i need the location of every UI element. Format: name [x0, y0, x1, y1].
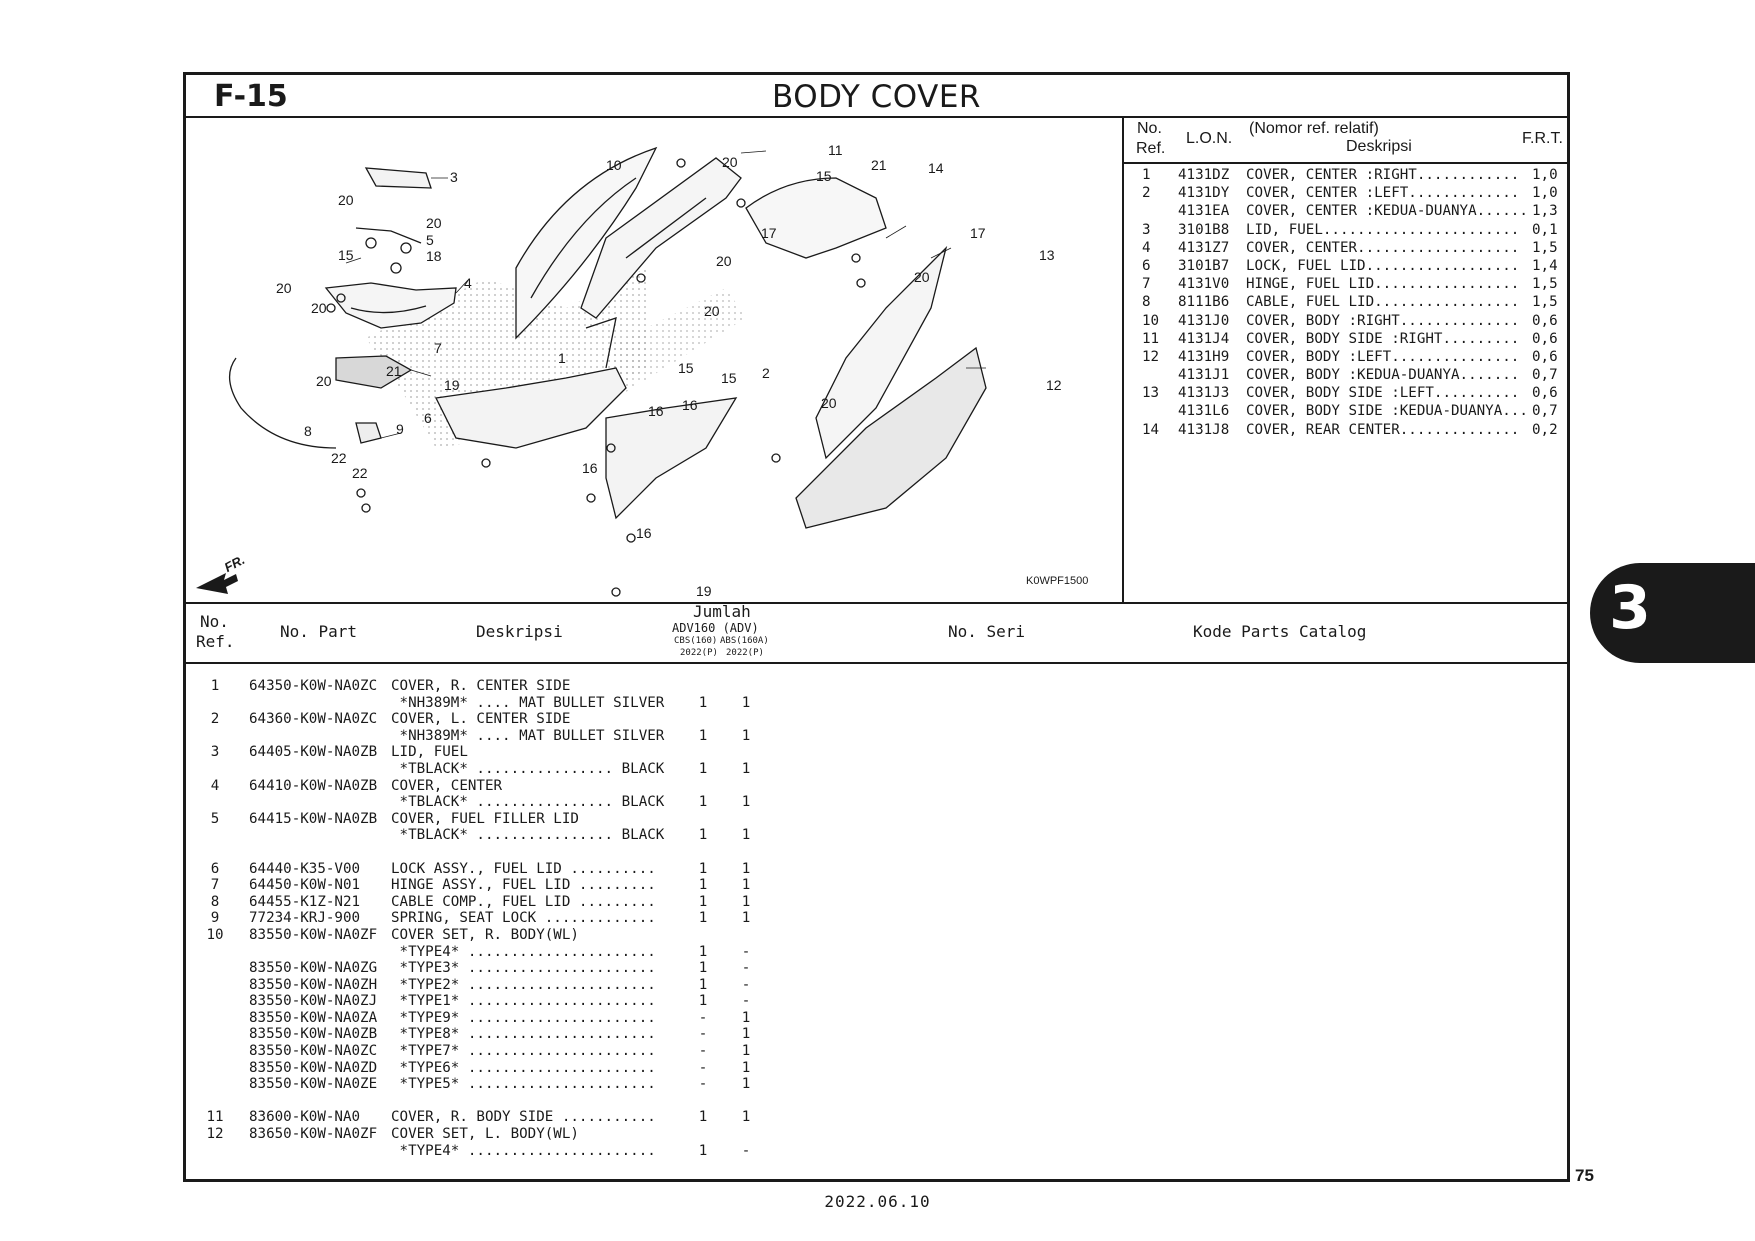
- frt-description: COVER, BODY :KEDUA-DUANYA.......: [1246, 367, 1520, 384]
- qty-abs: -: [741, 960, 751, 977]
- frt-row: [1124, 185, 1570, 203]
- qty-abs: 1: [741, 694, 751, 711]
- qty-abs: 1: [741, 877, 751, 894]
- lon-code: 3101B8: [1178, 221, 1230, 238]
- ref-no: 12: [1142, 348, 1160, 365]
- frt-value: 0,2: [1532, 421, 1558, 438]
- part-description: *TYPE1* ......................: [391, 993, 656, 1010]
- callout-label: 3: [450, 169, 458, 185]
- part-number: 83550-K0W-NA0ZF: [249, 926, 378, 943]
- part-description: COVER, R. BODY SIDE ...........: [391, 1109, 656, 1126]
- callout-label: 17: [970, 225, 986, 241]
- frt-row: [1124, 403, 1570, 421]
- callout-label: 20: [914, 269, 930, 285]
- callout-label: 20: [338, 192, 354, 208]
- ref-no: 12: [206, 1126, 224, 1143]
- part-description: SPRING, SEAT LOCK .............: [391, 910, 656, 927]
- frt-row: [1124, 331, 1570, 349]
- part-number: 64440-K35-V00: [249, 860, 361, 877]
- callout-label: 1: [558, 350, 566, 366]
- col-desc-sub-label: (Nomor ref. relatif): [1249, 120, 1379, 137]
- part-number: 83650-K0W-NA0ZF: [249, 1126, 378, 1143]
- col-qty-year-cbs: 2022(P): [680, 648, 718, 658]
- part-number: 83550-K0W-NA0ZE: [249, 1076, 378, 1093]
- frt-description: HINGE, FUEL LID.................: [1246, 276, 1520, 293]
- ref-no: 2: [1142, 185, 1151, 202]
- frt-row: [1124, 276, 1570, 294]
- lon-code: 4131V0: [1178, 276, 1230, 293]
- front-arrow-icon: [196, 573, 238, 594]
- part-number: 83600-K0W-NA0: [249, 1109, 361, 1126]
- lon-code: 4131J0: [1178, 312, 1230, 329]
- callout-label: 13: [1039, 247, 1055, 263]
- qty-abs: 1: [741, 727, 751, 744]
- callout-label: 19: [696, 583, 712, 599]
- callout-label: 15: [816, 168, 832, 184]
- qty-abs: -: [741, 943, 751, 960]
- callout-label: 17: [761, 225, 777, 241]
- qty-cbs: 1: [698, 727, 708, 744]
- frt-value: 1,5: [1532, 239, 1558, 256]
- exploded-diagram: [186, 118, 1124, 602]
- callout-label: 18: [426, 248, 442, 264]
- ref-no: 4: [1142, 239, 1151, 256]
- frt-description: LOCK, FUEL LID..................: [1246, 257, 1520, 274]
- col-no-label: No.: [200, 612, 229, 631]
- qty-abs: -: [741, 976, 751, 993]
- footer-date: 2022.06.10: [824, 1192, 931, 1211]
- ref-no: 6: [1142, 257, 1151, 274]
- qty-cbs: 1: [698, 827, 708, 844]
- ref-no: 6: [210, 860, 220, 877]
- part-description: *TBLACK* ................ BLACK: [391, 760, 665, 777]
- callout-label: 20: [426, 215, 442, 231]
- part-number: 64450-K0W-N01: [249, 877, 361, 894]
- parts-row: [186, 744, 1567, 761]
- ref-no: 2: [210, 711, 220, 728]
- part-description: HINGE ASSY., FUEL LID .........: [391, 877, 656, 894]
- callout-label: 15: [338, 247, 354, 263]
- parts-row: [186, 844, 1567, 861]
- ref-no: 3: [1142, 221, 1151, 238]
- col-qty-year-abs: 2022(P): [726, 648, 764, 658]
- frt-description: COVER, REAR CENTER..............: [1246, 421, 1520, 438]
- page-number: 75: [1575, 1166, 1594, 1185]
- qty-abs: 1: [741, 1076, 751, 1093]
- part-description: COVER, CENTER: [391, 777, 503, 794]
- frt-value: 1,0: [1532, 185, 1558, 202]
- lon-code: 3101B7: [1178, 257, 1230, 274]
- part-description: *NH389M* .... MAT BULLET SILVER: [391, 727, 665, 744]
- part-description: *NH389M* .... MAT BULLET SILVER: [391, 694, 665, 711]
- frt-description: COVER, CENTER :RIGHT............: [1246, 167, 1520, 183]
- lon-code: 4131L6: [1178, 403, 1230, 420]
- frt-value: 1,5: [1532, 276, 1558, 293]
- frt-rows: [1124, 167, 1570, 440]
- callout-label: 20: [722, 154, 738, 170]
- section-code: F-15: [214, 79, 288, 114]
- frt-row: [1124, 258, 1570, 276]
- parts-row: [186, 1010, 1567, 1027]
- ref-no: 14: [1142, 421, 1160, 438]
- frt-description: COVER, BODY :LEFT...............: [1246, 348, 1520, 365]
- col-qty-abs: ABS(160A): [720, 636, 769, 646]
- frt-row: [1124, 422, 1570, 440]
- parts-row: [186, 711, 1567, 728]
- lon-code: 4131J4: [1178, 330, 1230, 347]
- front-direction-label: FR.: [221, 551, 248, 576]
- callout-label: 4: [464, 275, 472, 291]
- part-description: CABLE COMP., FUEL LID .........: [391, 893, 656, 910]
- parts-row: [186, 1126, 1567, 1143]
- frt-description: COVER, CENTER :LEFT.............: [1246, 185, 1520, 202]
- ref-no: 3: [210, 744, 220, 761]
- parts-row: [186, 877, 1567, 894]
- qty-abs: 1: [741, 1109, 751, 1126]
- lon-code: 4131DY: [1178, 185, 1230, 202]
- parts-row: [186, 1143, 1567, 1160]
- part-description: COVER SET, R. BODY(WL): [391, 926, 579, 943]
- col-ref-label: Ref.: [196, 632, 235, 651]
- parts-table-header: [186, 602, 1567, 664]
- part-description: *TYPE8* ......................: [391, 1026, 656, 1043]
- col-desc-label: Deskripsi: [476, 622, 563, 641]
- part-description: *TBLACK* ................ BLACK: [391, 827, 665, 844]
- qty-cbs: 1: [698, 893, 708, 910]
- part-description: COVER, FUEL FILLER LID: [391, 810, 579, 827]
- frt-row: [1124, 240, 1570, 258]
- callout-label: 16: [682, 397, 698, 413]
- frt-table-header: [1124, 118, 1570, 164]
- parts-row: [186, 944, 1567, 961]
- frt-value: 0,6: [1532, 385, 1558, 402]
- qty-cbs: 1: [698, 694, 708, 711]
- part-description: COVER, R. CENTER SIDE: [391, 678, 571, 694]
- qty-abs: -: [741, 993, 751, 1010]
- qty-abs: 1: [741, 893, 751, 910]
- qty-cbs: -: [698, 1059, 708, 1076]
- ref-no: 11: [206, 1109, 224, 1126]
- parts-row: [186, 977, 1567, 994]
- qty-cbs: -: [698, 1076, 708, 1093]
- parts-row: [186, 910, 1567, 927]
- parts-row: [186, 728, 1567, 745]
- col-lon-label: L.O.N.: [1186, 130, 1233, 147]
- lon-code: 4131J3: [1178, 385, 1230, 402]
- part-description: *TBLACK* ................ BLACK: [391, 794, 665, 811]
- callout-label: 20: [716, 253, 732, 269]
- frt-value: 0,6: [1532, 348, 1558, 365]
- frt-description: LID, FUEL.......................: [1246, 221, 1520, 238]
- frt-value: 1,3: [1532, 203, 1558, 220]
- parts-row: [186, 811, 1567, 828]
- callout-label: 21: [386, 363, 402, 379]
- part-description: LOCK ASSY., FUEL LID ..........: [391, 860, 656, 877]
- parts-row: [186, 1076, 1567, 1093]
- parts-row: [186, 1060, 1567, 1077]
- part-number: 83550-K0W-NA0ZC: [249, 1043, 378, 1060]
- qty-cbs: -: [698, 1026, 708, 1043]
- ref-no: 8: [210, 893, 220, 910]
- diagram-drawing: [186, 118, 1122, 602]
- qty-cbs: 1: [698, 1109, 708, 1126]
- frt-value: 1,4: [1532, 257, 1558, 274]
- section-tab-number: 3: [1609, 573, 1651, 643]
- qty-cbs: 1: [698, 794, 708, 811]
- part-description: *TYPE3* ......................: [391, 960, 656, 977]
- frt-row: [1124, 367, 1570, 385]
- callout-label: 20: [311, 300, 327, 316]
- page-title: BODY COVER: [772, 79, 981, 115]
- callout-label: 5: [426, 232, 434, 248]
- qty-cbs: 1: [698, 943, 708, 960]
- parts-row: [186, 861, 1567, 878]
- ref-no: 9: [210, 910, 220, 927]
- col-desc-label: Deskripsi: [1346, 138, 1412, 155]
- col-no-label: No.: [1137, 120, 1162, 137]
- lon-code: 4131H9: [1178, 348, 1230, 365]
- col-qty-cbs: CBS(160): [674, 636, 718, 646]
- callout-label: 20: [316, 373, 332, 389]
- callout-label: 19: [444, 377, 460, 393]
- part-number: 83550-K0W-NA0ZJ: [249, 993, 378, 1010]
- ref-no: 7: [210, 877, 220, 894]
- part-description: COVER SET, L. BODY(WL): [391, 1126, 579, 1143]
- qty-abs: 1: [741, 860, 751, 877]
- frt-description: COVER, BODY SIDE :KEDUA-DUANYA...: [1246, 403, 1528, 420]
- callout-label: 10: [606, 157, 622, 173]
- callout-label: 16: [636, 525, 652, 541]
- qty-cbs: -: [698, 1043, 708, 1060]
- frt-row: [1124, 349, 1570, 367]
- callout-label: 20: [704, 303, 720, 319]
- qty-cbs: 1: [698, 1142, 708, 1159]
- col-serial-label: No. Seri: [948, 622, 1026, 641]
- col-qty-model: ADV160 (ADV): [672, 621, 759, 635]
- callout-label: 16: [582, 460, 598, 476]
- ref-no: 13: [1142, 385, 1160, 402]
- frt-description: CABLE, FUEL LID.................: [1246, 294, 1520, 311]
- ref-no: 1: [210, 678, 220, 694]
- parts-row: [186, 993, 1567, 1010]
- parts-row: [186, 678, 1567, 695]
- callout-label: 6: [424, 410, 432, 426]
- frt-value: 0,6: [1532, 330, 1558, 347]
- parts-row: [186, 960, 1567, 977]
- part-description: *TYPE9* ......................: [391, 1009, 656, 1026]
- callout-label: 2: [762, 365, 770, 381]
- part-number: 83550-K0W-NA0ZD: [249, 1059, 378, 1076]
- parts-row: [186, 894, 1567, 911]
- lon-code: 4131Z7: [1178, 239, 1230, 256]
- part-description: *TYPE2* ......................: [391, 976, 656, 993]
- callout-label: 11: [828, 142, 843, 158]
- frt-row: [1124, 385, 1570, 403]
- callout-label: 22: [331, 450, 347, 466]
- lon-code: 4131EA: [1178, 203, 1230, 220]
- callout-label: 15: [678, 360, 694, 376]
- frt-description: COVER, CENTER...................: [1246, 239, 1520, 256]
- qty-abs: 1: [741, 910, 751, 927]
- frt-description: COVER, BODY SIDE :LEFT..........: [1246, 385, 1520, 402]
- ref-no: 10: [1142, 312, 1160, 329]
- frt-description: COVER, BODY SIDE :RIGHT.........: [1246, 330, 1520, 347]
- part-number: 83550-K0W-NA0ZG: [249, 960, 378, 977]
- parts-rows: [186, 678, 1567, 1159]
- part-description: *TYPE4* ......................: [391, 1142, 656, 1159]
- ref-no: 4: [210, 777, 220, 794]
- part-number: 64415-K0W-NA0ZB: [249, 810, 378, 827]
- part-number: 64410-K0W-NA0ZB: [249, 777, 378, 794]
- catalog-page-frame: [183, 72, 1570, 1182]
- col-ref-label: Ref.: [1136, 140, 1166, 157]
- col-catalog-label: Kode Parts Catalog: [1193, 622, 1367, 641]
- part-number: 64455-K1Z-N21: [249, 893, 361, 910]
- lon-code: 8111B6: [1178, 294, 1230, 311]
- parts-row: [186, 1093, 1567, 1110]
- ref-no: 5: [210, 810, 220, 827]
- callout-label: 9: [396, 421, 404, 437]
- qty-cbs: 1: [698, 760, 708, 777]
- qty-abs: 1: [741, 760, 751, 777]
- lon-code: 4131J8: [1178, 421, 1230, 438]
- parts-row: [186, 1109, 1567, 1126]
- part-description: LID, FUEL: [391, 744, 468, 761]
- parts-row: [186, 778, 1567, 795]
- callout-label: 15: [721, 370, 737, 386]
- ref-no: 1: [1142, 167, 1151, 183]
- ref-no: 10: [206, 926, 224, 943]
- callout-label: 21: [871, 157, 887, 173]
- parts-row: [186, 695, 1567, 712]
- qty-abs: 1: [741, 1043, 751, 1060]
- title-bar: [186, 75, 1567, 118]
- frt-value: 0,1: [1532, 221, 1558, 238]
- parts-row: [186, 1026, 1567, 1043]
- frt-description: COVER, BODY :RIGHT..............: [1246, 312, 1520, 329]
- qty-cbs: 1: [698, 993, 708, 1010]
- part-description: *TYPE7* ......................: [391, 1043, 656, 1060]
- frt-reference-panel: [1124, 118, 1570, 602]
- qty-abs: 1: [741, 827, 751, 844]
- qty-abs: 1: [741, 1026, 751, 1043]
- lon-code: 4131DZ: [1178, 167, 1230, 183]
- diagram-code: K0WPF1500: [1026, 575, 1089, 587]
- qty-cbs: 1: [698, 910, 708, 927]
- part-number: 83550-K0W-NA0ZB: [249, 1026, 378, 1043]
- col-qty-label: Jumlah: [693, 602, 751, 621]
- callout-label: 12: [1046, 377, 1062, 393]
- qty-cbs: 1: [698, 860, 708, 877]
- frt-description: COVER, CENTER :KEDUA-DUANYA......: [1246, 203, 1528, 220]
- callout-label: 7: [434, 340, 442, 356]
- qty-cbs: 1: [698, 877, 708, 894]
- frt-row: [1124, 222, 1570, 240]
- ref-no: 11: [1142, 330, 1160, 347]
- parts-row: [186, 794, 1567, 811]
- callout-label: 16: [648, 403, 664, 419]
- ref-no: 7: [1142, 276, 1151, 293]
- parts-row: [186, 761, 1567, 778]
- frt-row: [1124, 294, 1570, 312]
- parts-row: [186, 827, 1567, 844]
- frt-value: 1,0: [1532, 167, 1558, 183]
- frt-value: 0,6: [1532, 312, 1558, 329]
- col-part-label: No. Part: [280, 622, 358, 641]
- part-number: 77234-KRJ-900: [249, 910, 361, 927]
- part-number: 64405-K0W-NA0ZB: [249, 744, 378, 761]
- callout-label: 20: [276, 280, 292, 296]
- callout-label: 22: [352, 465, 368, 481]
- col-frt-label: F.R.T.: [1522, 130, 1563, 147]
- lon-code: 4131J1: [1178, 367, 1230, 384]
- callout-label: 20: [821, 395, 837, 411]
- qty-abs: -: [741, 1142, 751, 1159]
- qty-cbs: 1: [698, 960, 708, 977]
- frt-row: [1124, 313, 1570, 331]
- ref-no: 8: [1142, 294, 1151, 311]
- qty-abs: 1: [741, 794, 751, 811]
- frt-row: [1124, 203, 1570, 221]
- part-number: 64350-K0W-NA0ZC: [249, 678, 378, 694]
- qty-abs: 1: [741, 1059, 751, 1076]
- frt-value: 0,7: [1532, 403, 1558, 420]
- frt-row: [1124, 167, 1570, 185]
- part-description: COVER, L. CENTER SIDE: [391, 711, 571, 728]
- part-description: *TYPE4* ......................: [391, 943, 656, 960]
- parts-row: [186, 927, 1567, 944]
- parts-row: [186, 1043, 1567, 1060]
- frt-value: 0,7: [1532, 367, 1558, 384]
- part-number: 83550-K0W-NA0ZH: [249, 976, 378, 993]
- callout-label: 8: [304, 423, 312, 439]
- part-description: *TYPE5* ......................: [391, 1076, 656, 1093]
- part-number: 83550-K0W-NA0ZA: [249, 1009, 378, 1026]
- frt-value: 1,5: [1532, 294, 1558, 311]
- qty-cbs: -: [698, 1009, 708, 1026]
- parts-outlines: [230, 148, 986, 596]
- part-number: 64360-K0W-NA0ZC: [249, 711, 378, 728]
- qty-abs: 1: [741, 1009, 751, 1026]
- qty-cbs: 1: [698, 976, 708, 993]
- callout-label: 14: [928, 160, 944, 176]
- part-description: *TYPE6* ......................: [391, 1059, 656, 1076]
